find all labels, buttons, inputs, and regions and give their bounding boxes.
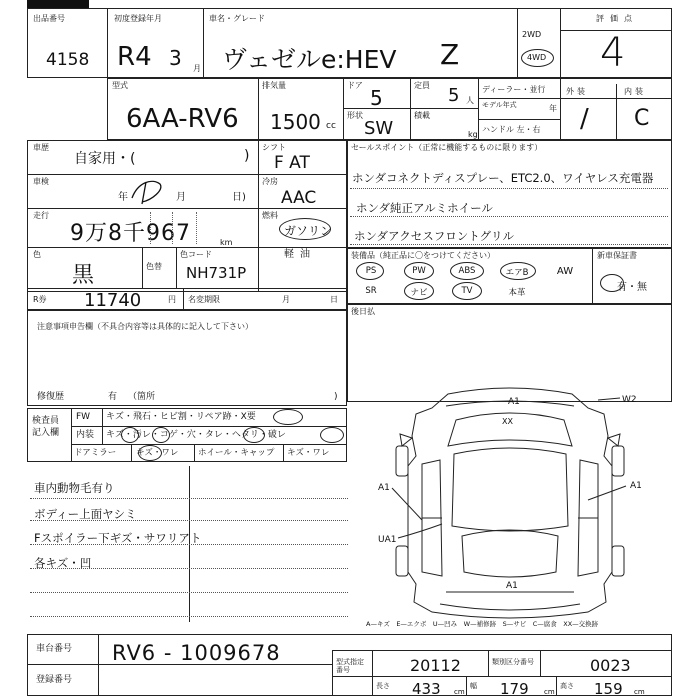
mark-a1-rear: A1 bbox=[506, 581, 518, 591]
new-cert-label: 新車保証書 bbox=[597, 251, 637, 260]
color-code: NH731P bbox=[186, 264, 247, 282]
header-tab bbox=[27, 0, 89, 8]
shift-value: F AT bbox=[274, 153, 310, 173]
width-unit: cm bbox=[544, 688, 555, 696]
equip-navi-circle bbox=[404, 282, 434, 300]
equipment-label: 装備品（純正品に〇をつけてください） bbox=[351, 251, 495, 260]
door-label: ドア bbox=[347, 81, 363, 90]
check-fw: FW bbox=[76, 412, 91, 422]
inspector-note-4: 各キズ・凹 bbox=[34, 556, 92, 570]
handle-label: ハンドル 左・右 bbox=[482, 125, 541, 134]
recycle-label: R券 bbox=[33, 295, 47, 304]
equip-airbag-circle bbox=[500, 262, 536, 280]
class-label: 類別区分番号 bbox=[492, 658, 534, 666]
fuel-label: 燃料 bbox=[262, 211, 278, 220]
mark-xx-windshield: XX bbox=[502, 417, 513, 426]
check-label-2: 記入欄 bbox=[32, 428, 60, 438]
car-name: ヴェゼルe:HEV bbox=[222, 45, 397, 74]
exterior-label: 外装 bbox=[566, 87, 588, 96]
capacity-label: 定員 bbox=[414, 81, 430, 90]
mileage-value: 9万8千967 bbox=[70, 221, 191, 246]
check-mirror-items: キズ・ワレ bbox=[136, 448, 179, 458]
first-reg-year: R4 bbox=[117, 42, 152, 72]
kg-unit: kg bbox=[468, 130, 478, 139]
usage-close: ) bbox=[244, 148, 250, 164]
equip-pw: PW bbox=[412, 266, 426, 276]
inspection-month: 月 bbox=[176, 192, 186, 203]
registration-label: 登録番号 bbox=[36, 675, 73, 685]
capacity-unit: 人 bbox=[466, 96, 474, 105]
check-wheel: ホイール・キャップ bbox=[198, 448, 275, 458]
recycle-unit: 円 bbox=[168, 295, 176, 304]
model-label: 型式 bbox=[112, 81, 128, 90]
height-value: 159 bbox=[594, 680, 623, 698]
mark-a1-right: A1 bbox=[630, 481, 642, 491]
equip-aw: AW bbox=[556, 266, 574, 277]
mark-a1-left: A1 bbox=[378, 483, 390, 493]
recycle-value: 11740 bbox=[84, 290, 142, 311]
check-interior: 内装 bbox=[76, 430, 95, 440]
width-value: 179 bbox=[500, 680, 529, 698]
check-scratch-circle bbox=[121, 427, 139, 443]
fuel-value: ガソリン bbox=[284, 224, 333, 238]
equip-tv: TV bbox=[461, 286, 473, 296]
repair-label: 修復歴 bbox=[37, 392, 65, 402]
sales-points-label: セールスポイント（正常に機能するものに限ります） bbox=[351, 143, 543, 152]
sales-point-1: ホンダコネクトディスプレー、ETC2.0、ワイヤレス充電器 bbox=[352, 171, 654, 185]
repair-close: ) bbox=[334, 392, 338, 402]
chassis-value: RV6 - 1009678 bbox=[112, 641, 281, 665]
lot-label: 出品番号 bbox=[33, 14, 65, 23]
color-label: 色 bbox=[33, 250, 41, 259]
equip-abs: ABS bbox=[458, 266, 476, 276]
displacement-value: 1500 bbox=[270, 110, 321, 134]
drive-4wd: 4WD bbox=[527, 53, 547, 62]
damage-diagram bbox=[350, 376, 670, 626]
fuel-circle bbox=[279, 218, 331, 240]
ac-value: AAC bbox=[281, 188, 317, 208]
inspector-note-2: ボディー上面ヤシミ bbox=[34, 507, 137, 521]
new-cert-value: 有・無 bbox=[617, 282, 647, 293]
model-value: 6AA-RV6 bbox=[126, 104, 239, 134]
name-change-day: 日 bbox=[330, 295, 338, 304]
check-dirt-circle bbox=[152, 427, 170, 443]
sales-point-2: ホンダ純正アルミホイール bbox=[356, 201, 493, 215]
class-value: 0023 bbox=[590, 656, 631, 675]
dealer-label: ディーラー・並行 bbox=[482, 85, 546, 94]
score-value: 4 bbox=[600, 30, 626, 76]
shift-label: シフト bbox=[262, 143, 286, 152]
height-label: 高さ bbox=[560, 682, 574, 690]
mileage-unit: km bbox=[220, 238, 233, 247]
inspector-note-1: 車内動物毛有り bbox=[34, 481, 115, 495]
drive-2wd: 2WD bbox=[522, 30, 542, 39]
mark-ua1: UA1 bbox=[378, 535, 397, 545]
recycle-row bbox=[27, 288, 347, 310]
mileage-label: 走行 bbox=[33, 211, 49, 220]
sales-point-3: ホンダアクセスフロントグリル bbox=[354, 229, 514, 243]
notes-label: 注意事項申告欄（不具合内容等は具体的に記入して下さい） bbox=[37, 322, 253, 331]
name-change-label: 名変期限 bbox=[188, 295, 220, 304]
later-label: 後日払 bbox=[351, 307, 375, 316]
check-interior-items: キズ・汚レ・コゲ・穴・タレ・ヘタリ・破レ bbox=[106, 430, 286, 440]
equip-navi: ナビ bbox=[410, 288, 428, 298]
cc-unit: cc bbox=[326, 121, 336, 131]
inspection-label: 車検 bbox=[33, 177, 49, 186]
inspector-note-3: Fスポイラー下ギズ・サワリアト bbox=[34, 531, 202, 545]
interior-score: C bbox=[634, 106, 650, 131]
repair-value: 有 bbox=[108, 392, 118, 402]
shape-label: 形状 bbox=[347, 111, 363, 120]
color-change-label: 色替 bbox=[146, 262, 162, 271]
length-label: 長さ bbox=[376, 682, 390, 690]
equip-ps: PS bbox=[365, 266, 377, 276]
score-label: 評価点 bbox=[596, 14, 638, 23]
capacity-value: 5 bbox=[448, 85, 460, 106]
length-unit: cm bbox=[454, 688, 465, 696]
month-unit: 月 bbox=[193, 64, 201, 73]
mark-w2: W2 bbox=[622, 395, 637, 405]
height-unit: cm bbox=[634, 688, 645, 696]
usage-label: 車歴 bbox=[33, 143, 49, 152]
new-cert-circle bbox=[600, 274, 624, 292]
mark-a1-hood: A1 bbox=[508, 397, 520, 407]
car-grade: Z bbox=[440, 38, 460, 71]
chassis-label: 車台番号 bbox=[36, 644, 73, 654]
inspection-scribble bbox=[128, 176, 168, 206]
exterior-score: / bbox=[580, 104, 589, 134]
equip-airbag: エアB bbox=[505, 268, 529, 278]
fuel-sub: 軽油 bbox=[284, 249, 316, 260]
check-mirror: ドアミラー bbox=[74, 448, 117, 458]
color-code-label: 色コード bbox=[180, 250, 212, 259]
equip-leather: 本革 bbox=[508, 288, 526, 298]
width-label: 幅 bbox=[470, 682, 477, 690]
load-label: 積載 bbox=[414, 111, 430, 120]
check-wheel-items: キズ・ワレ bbox=[287, 448, 330, 458]
ac-label: 冷房 bbox=[262, 177, 278, 186]
damage-legend: A—キズ E—エクボ U—凹み W—補修跡 S—サビ C—腐食 XX—交換跡 bbox=[366, 620, 599, 628]
check-tear-circle bbox=[320, 427, 344, 443]
car-name-label: 車名・グレード bbox=[209, 14, 265, 23]
door-value: 5 bbox=[370, 86, 383, 110]
check-sag-circle bbox=[243, 427, 265, 443]
length-value: 433 bbox=[412, 680, 441, 698]
equip-ps-circle bbox=[356, 262, 384, 280]
displacement-label: 排気量 bbox=[262, 81, 286, 90]
name-change-month: 月 bbox=[282, 295, 290, 304]
check-label-1: 検査員 bbox=[32, 416, 60, 426]
check-mirror-circle bbox=[138, 445, 162, 461]
interior-label: 内装 bbox=[624, 87, 646, 96]
lot-number: 4158 bbox=[46, 50, 90, 70]
equip-sr: SR bbox=[365, 286, 377, 296]
model-year-unit: 年 bbox=[549, 104, 557, 113]
equip-tv-circle bbox=[452, 282, 482, 300]
equip-pw-circle bbox=[404, 262, 434, 280]
color-value: 黒 bbox=[72, 263, 95, 288]
equip-abs-circle bbox=[450, 262, 484, 280]
usage-value: 自家用・( bbox=[74, 151, 136, 167]
model-year-label: モデル年式 bbox=[482, 101, 517, 109]
inspection-year: 年 bbox=[118, 192, 128, 203]
check-repair-circle bbox=[273, 409, 303, 425]
model-cert-value: 20112 bbox=[410, 656, 461, 675]
check-fw-items: キズ・飛石・ヒビ割・リペア跡・X要 bbox=[106, 412, 256, 422]
first-reg-label: 初度登録年月 bbox=[114, 14, 162, 23]
inspection-day: 日) bbox=[232, 192, 246, 203]
repair-location: （箇所 bbox=[128, 392, 156, 402]
first-reg-month: 3 bbox=[169, 46, 182, 70]
shape-value: SW bbox=[364, 118, 394, 139]
model-cert-label: 型式指定番号 bbox=[336, 658, 364, 674]
